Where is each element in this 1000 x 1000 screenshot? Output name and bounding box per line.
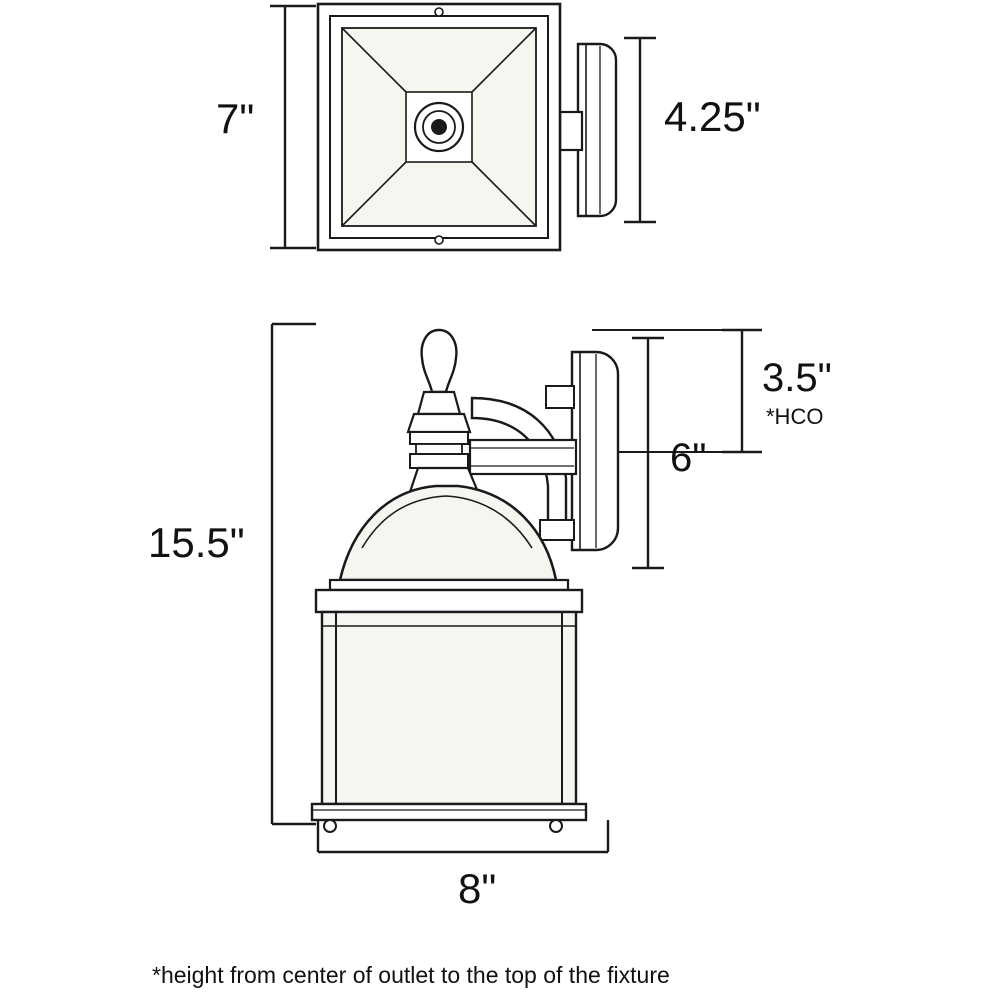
side-view-finial xyxy=(408,330,470,432)
side-view-neck xyxy=(410,432,478,492)
dimension-8-inch xyxy=(318,820,608,852)
dimension-label-top-view-height: 7" xyxy=(216,95,255,142)
top-view-wall-plate xyxy=(578,44,616,216)
dimension-label-backplate-to-top: 3.5" xyxy=(762,356,832,400)
dimension-label-side-view-width: 8" xyxy=(458,865,497,912)
dimension-label-outlet-to-backplate: 6" xyxy=(670,436,707,480)
dimension-7-inch xyxy=(270,6,316,248)
dimension-label-hco-note: *HCO xyxy=(766,404,824,429)
side-view-group xyxy=(272,324,762,852)
dimension-4-25-inch xyxy=(624,38,656,222)
dimension-15-5-inch xyxy=(272,324,316,824)
side-view-wall-plate xyxy=(572,352,618,550)
side-view-bell-shade xyxy=(330,486,568,590)
top-view-group xyxy=(270,4,656,250)
dimension-label-top-view-depth: 4.25" xyxy=(664,93,761,140)
side-view-bottom-trim xyxy=(312,804,586,832)
dimension-3-5-inch xyxy=(722,330,762,452)
dimension-label-side-view-height: 15.5" xyxy=(148,519,245,566)
side-view-glass-body xyxy=(316,590,582,804)
footnote-text: *height from center of outlet to the top of the fixture xyxy=(152,962,670,988)
top-view-body xyxy=(318,4,560,250)
